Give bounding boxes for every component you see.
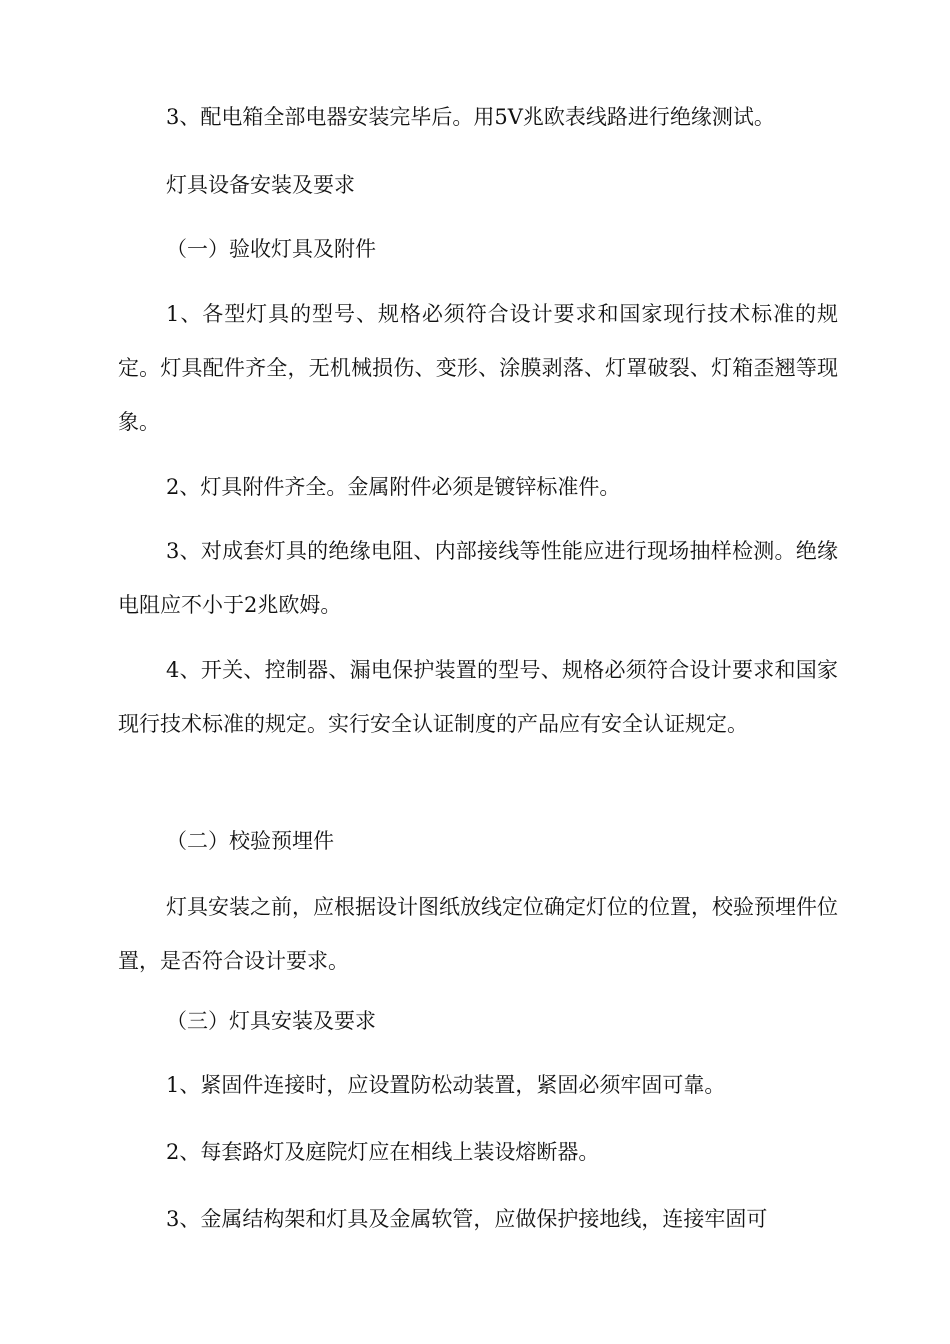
paragraph-fuses: 2、每套路灯及庭院灯应在相线上装设熔断器。	[166, 1140, 600, 1164]
subheading-embedded-parts: （二）校验预埋件	[166, 829, 334, 853]
subheading-installation: （三）灯具安装及要求	[166, 1009, 376, 1033]
paragraph-lamp-models: 1、各型灯具的型号、规格必须符合设计要求和国家现行技术标准的规定。灯具配件齐全，无机械损伤、变形、涂膜剥落、灯罩破裂、灯箱歪翘等现象。	[118, 302, 838, 434]
section-heading-lighting: 灯具设备安装及要求	[166, 173, 355, 197]
paragraph-fasteners: 1、紧固件连接时，应设置防松动装置，紧固必须牢固可靠。	[166, 1073, 726, 1097]
paragraph-insulation-resistance: 3、对成套灯具的绝缘电阻、内部接线等性能应进行现场抽样检测。绝缘电阻应不小于2兆欧姆。	[118, 539, 838, 617]
paragraph-embedded-parts: 灯具安装之前，应根据设计图纸放线定位确定灯位的位置，校验预埋件位置，是否符合设计要求。	[118, 895, 838, 973]
paragraph-grounding: 3、金属结构架和灯具及金属软管，应做保护接地线，连接牢固可	[166, 1207, 768, 1231]
paragraph-insulation-test: 3、配电箱全部电器安装完毕后。用5V兆欧表线路进行绝缘测试。	[166, 105, 775, 129]
paragraph-lamp-accessories: 2、灯具附件齐全。金属附件必须是镀锌标准件。	[166, 475, 621, 499]
subheading-acceptance: （一）验收灯具及附件	[166, 237, 376, 261]
paragraph-switches-controllers: 4、开关、控制器、漏电保护装置的型号、规格必须符合设计要求和国家现行技术标准的规定。实行安全认证制度的产品应有安全认证规定。	[118, 658, 838, 736]
